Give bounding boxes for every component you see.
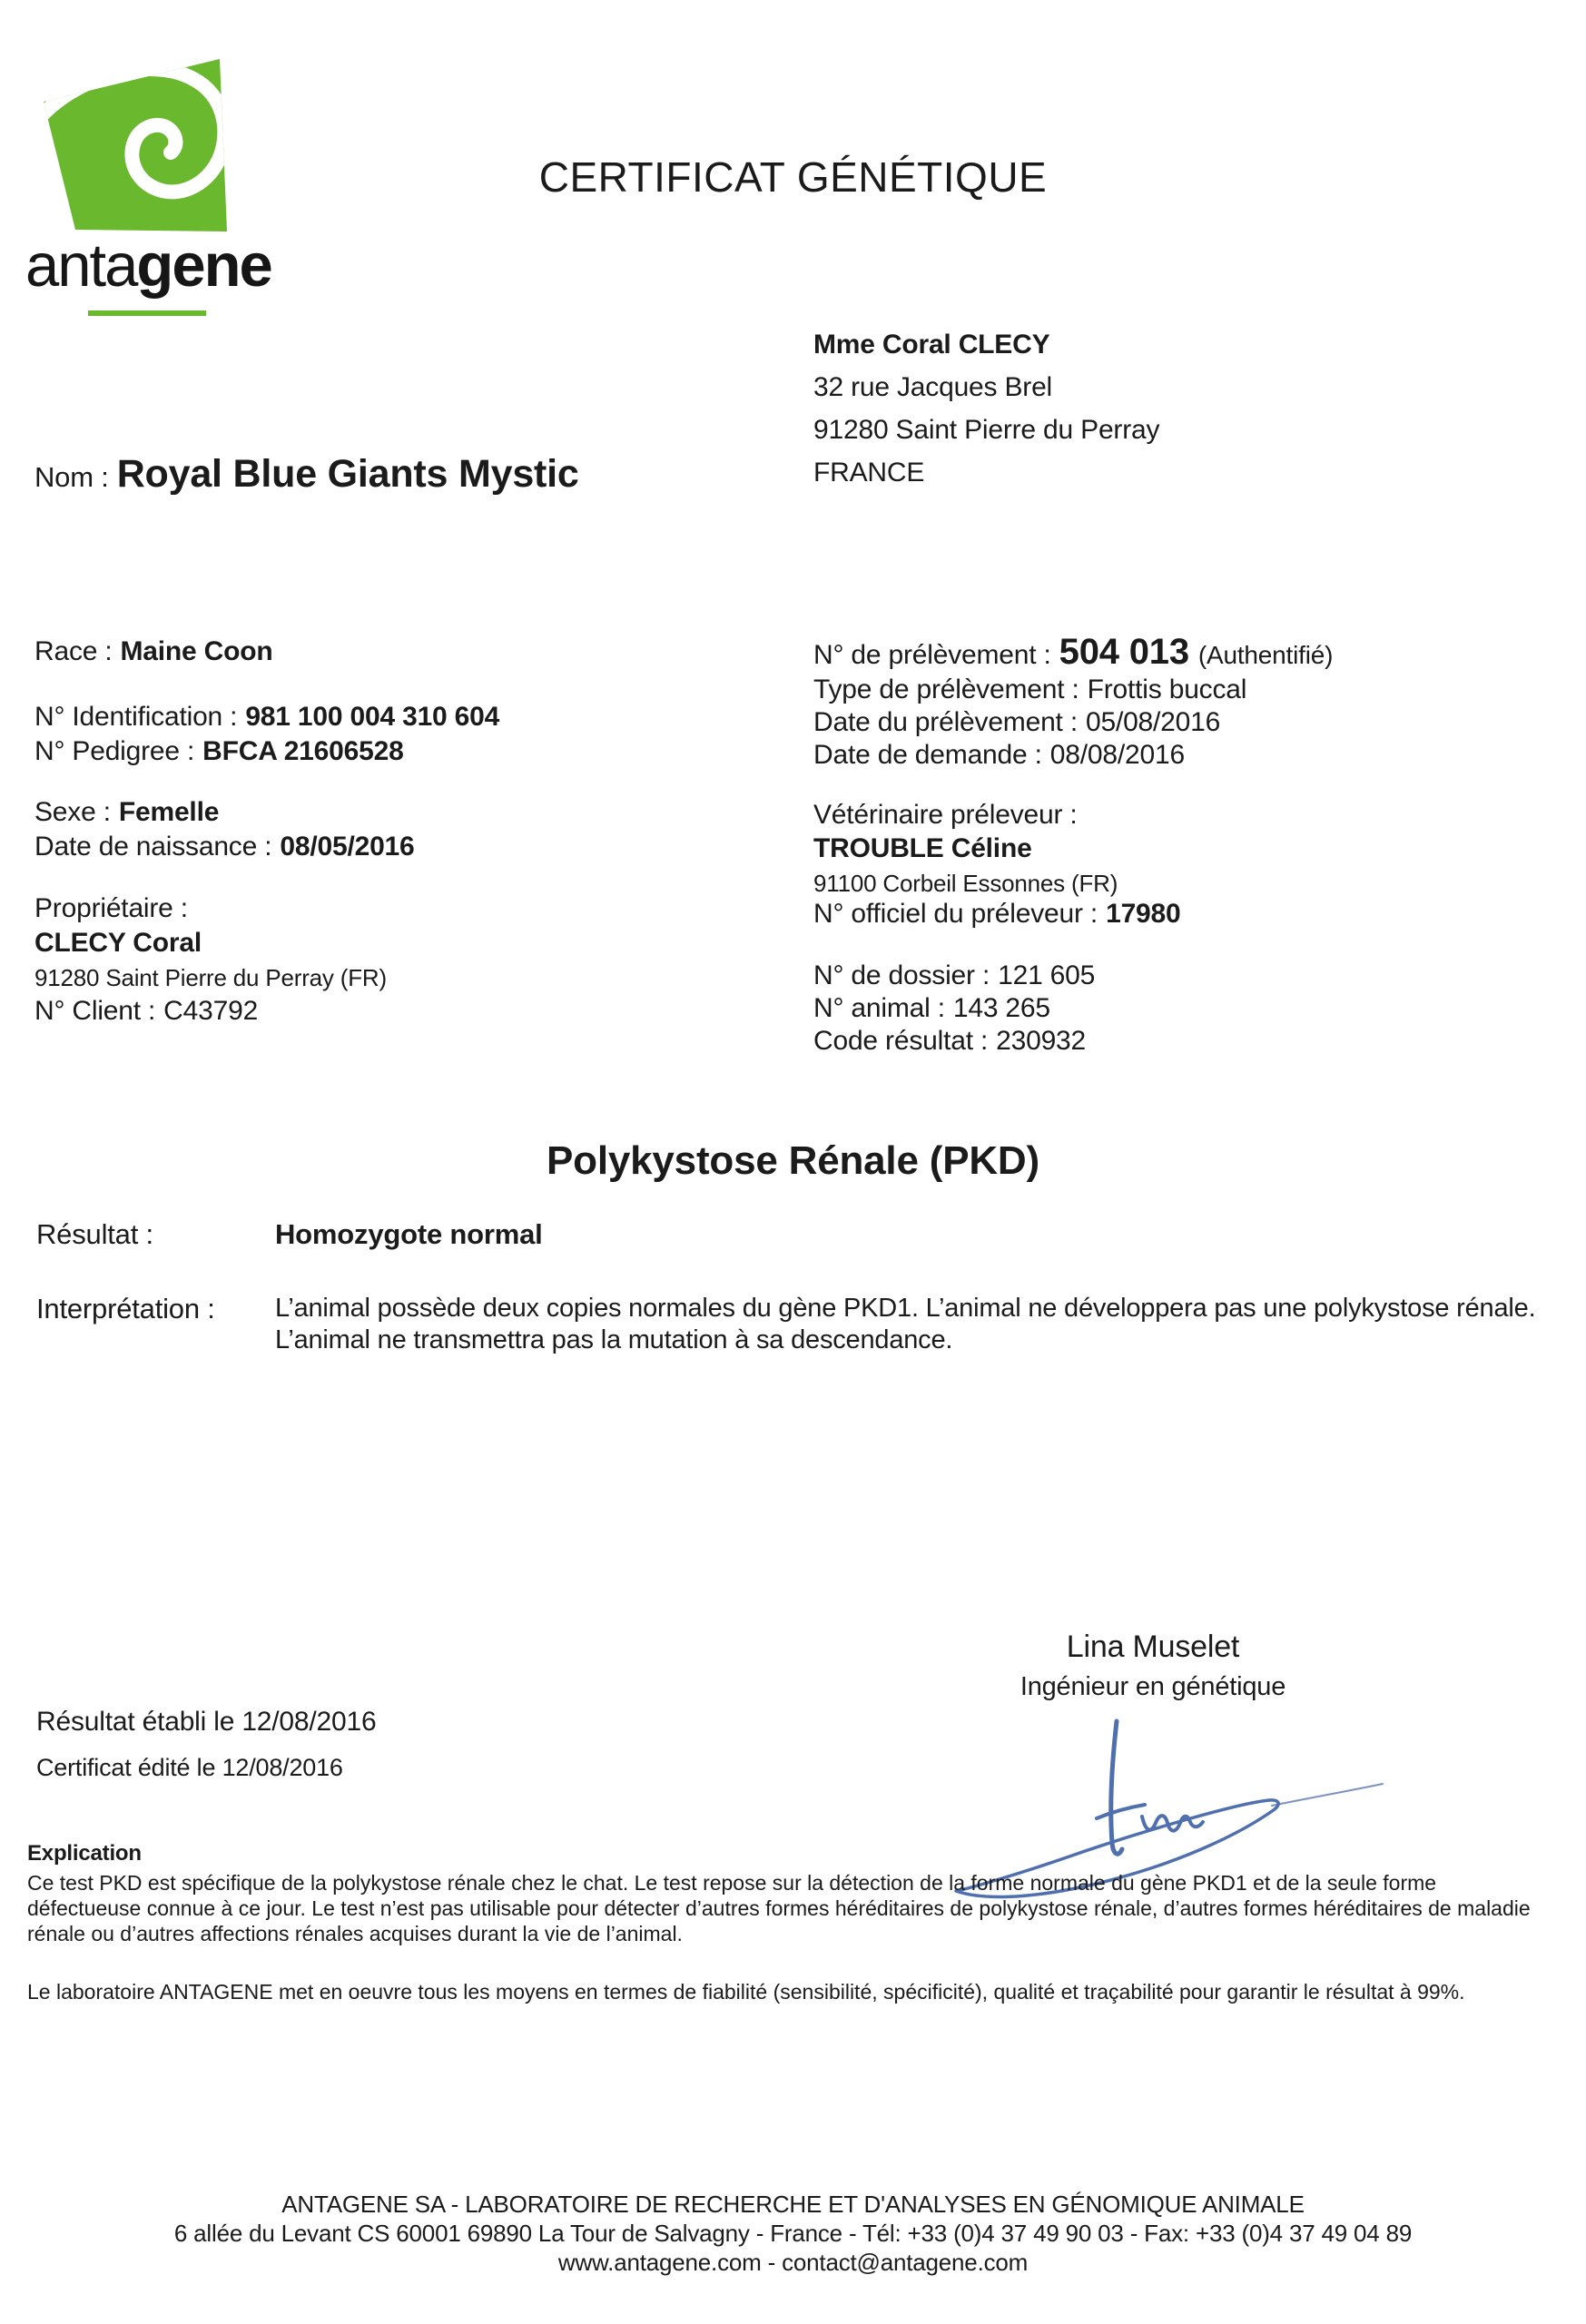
resultat-label: Résultat : bbox=[36, 1218, 153, 1250]
dossier-row bbox=[813, 960, 1095, 991]
race-label: Race : bbox=[34, 636, 113, 666]
pedigree-value: BFCA 21606528 bbox=[202, 736, 404, 766]
test-title: Polykystose Rénale (PKD) bbox=[547, 1138, 1039, 1183]
identification-row bbox=[34, 702, 499, 733]
signatory-role: Ingénieur en génétique bbox=[1020, 1672, 1286, 1701]
page-title: CERTIFICAT GÉNÉTIQUE bbox=[538, 153, 1048, 201]
prelevement-row bbox=[813, 632, 1333, 673]
prelevement-authentifie: (Authentifié) bbox=[1197, 641, 1334, 669]
vet-officiel-label: N° officiel du préleveur : bbox=[813, 899, 1098, 929]
recipient-street: 32 rue Jacques Brel bbox=[813, 372, 1053, 402]
animal-number-label: N° animal : bbox=[813, 993, 945, 1023]
certificate-edited-date: Certificat édité le 12/08/2016 bbox=[36, 1754, 343, 1781]
client-value: C43792 bbox=[163, 996, 259, 1026]
signatory-name: Lina Muselet bbox=[1066, 1630, 1240, 1664]
vet-officiel-value: 17980 bbox=[1106, 899, 1181, 929]
result-code-value: 230932 bbox=[996, 1026, 1087, 1056]
vet-name: TROUBLE Céline bbox=[813, 833, 1032, 863]
race-row bbox=[34, 636, 273, 667]
identification-label: N° Identification : bbox=[34, 702, 238, 732]
sexe-label: Sexe : bbox=[34, 797, 111, 827]
explanation-paragraph-1: Ce test PKD est spécifique de la polykystose rénale chez le chat. Le test repose sur la détection de la forme normale du gène PKD1 et de la seule forme défectueuse connue à ce jour. Le test n’est pas utilisable pour détecter d’autres formes héréditaires de polykystose rénale, d’autres formes héréditaires de maladie rénale ou d’autres affections rénales acquises durant la vie de l’animal. bbox=[27, 1871, 1531, 1945]
owner-address: 91280 Saint Pierre du Perray (FR) bbox=[34, 964, 387, 991]
pedigree-label: N° Pedigree : bbox=[34, 736, 195, 766]
client-row bbox=[34, 996, 258, 1027]
sample-date-label: Date du prélèvement : bbox=[813, 707, 1078, 737]
sample-type-label: Type de prélèvement : bbox=[813, 675, 1079, 704]
interpretation-text: L’animal possède deux copies normales du gène PKD1. L’animal ne développera pas une polykystose rénale. L’animal ne transmettra pas la mutation à sa descendance. bbox=[275, 1294, 1536, 1354]
vet-officiel-row bbox=[813, 899, 1181, 930]
animal-name: Royal Blue Giants Mystic bbox=[116, 452, 579, 496]
signature-block bbox=[908, 1630, 1398, 1702]
footer-address-line: 6 allée du Levant CS 60001 69890 La Tour de Salvagny - France - Tél: +33 (0)4 37 49 90 03 - Fax: +33 (0)4 37 49 04 89 bbox=[173, 2220, 1413, 2247]
recipient-city: 91280 Saint Pierre du Perray bbox=[813, 415, 1160, 445]
resultat-value: Homozygote normal bbox=[275, 1218, 543, 1250]
sample-type-value: Frottis buccal bbox=[1087, 675, 1247, 704]
race-value: Maine Coon bbox=[120, 636, 273, 666]
logo-underline bbox=[88, 310, 206, 316]
sample-date-value: 05/08/2016 bbox=[1085, 707, 1221, 737]
vet-address: 91100 Corbeil Essonnes (FR) bbox=[813, 870, 1118, 897]
recipient-country: FRANCE bbox=[813, 458, 925, 487]
request-date-label: Date de demande : bbox=[813, 740, 1042, 770]
animal-number-value: 143 265 bbox=[952, 993, 1050, 1023]
animal-name-row bbox=[34, 452, 579, 497]
wordmark-light: anta bbox=[25, 231, 137, 300]
footer-company-line: ANTAGENE SA - LABORATOIRE DE RECHERCHE ET D'ANALYSES EN GÉNOMIQUE ANIMALE bbox=[281, 2191, 1305, 2218]
explanation-paragraph-2: Le laboratoire ANTAGENE met en oeuvre tous les moyens en termes de fiabilité (sensibilité, spécificité), qualité et traçabilité pour garantir le résultat à 99%. bbox=[27, 1980, 1465, 2004]
result-code-row bbox=[813, 1026, 1086, 1057]
result-code-label: Code résultat : bbox=[813, 1026, 989, 1056]
vet-label: Vétérinaire préleveur : bbox=[813, 800, 1078, 830]
naissance-value: 08/05/2016 bbox=[280, 832, 415, 862]
prelevement-number: 504 013 bbox=[1059, 632, 1189, 672]
animal-number-row bbox=[813, 993, 1050, 1024]
naissance-row bbox=[34, 832, 415, 862]
owner-label: Propriétaire : bbox=[34, 893, 188, 923]
explanation-title: Explication bbox=[27, 1841, 142, 1866]
dossier-value: 121 605 bbox=[998, 960, 1096, 990]
client-label: N° Client : bbox=[34, 996, 156, 1026]
sexe-row bbox=[34, 797, 219, 828]
request-date-row bbox=[813, 740, 1185, 771]
sexe-value: Femelle bbox=[118, 797, 220, 827]
nom-label: Nom : bbox=[34, 461, 109, 493]
antagene-spiral-icon bbox=[41, 50, 231, 236]
result-established-date: Résultat établi le 12/08/2016 bbox=[36, 1707, 377, 1737]
dossier-label: N° de dossier : bbox=[813, 960, 990, 990]
wordmark-bold: gene bbox=[136, 231, 271, 300]
interpretation-label: Interprétation : bbox=[36, 1293, 215, 1324]
prelevement-label: N° de prélèvement : bbox=[813, 640, 1051, 670]
identification-value: 981 100 004 310 604 bbox=[245, 702, 500, 732]
pedigree-row bbox=[34, 736, 404, 767]
footer-contact-line: www.antagene.com - contact@antagene.com bbox=[557, 2249, 1029, 2276]
owner-name: CLECY Coral bbox=[34, 928, 202, 958]
sample-type-row bbox=[813, 675, 1246, 705]
antagene-wordmark bbox=[25, 231, 271, 300]
sample-date-row bbox=[813, 707, 1220, 738]
recipient-name: Mme Coral CLECY bbox=[813, 330, 1050, 359]
naissance-label: Date de naissance : bbox=[34, 832, 272, 862]
request-date-value: 08/08/2016 bbox=[1049, 740, 1185, 770]
